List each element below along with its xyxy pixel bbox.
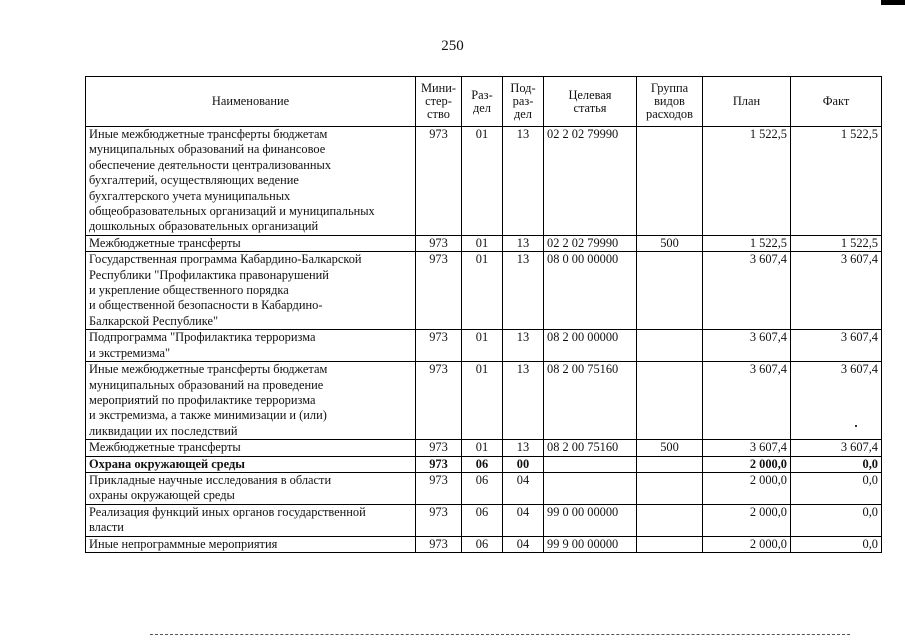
cell-name: Иные непрограммные мероприятия: [86, 536, 416, 552]
cell-target: 02 2 02 79990: [544, 235, 637, 251]
cell-plan: 3 607,4: [703, 330, 791, 362]
table-row: [86, 504, 882, 536]
cell-ministry: 973: [416, 127, 462, 236]
cell-section: 06: [462, 472, 503, 504]
cell-target: 02 2 02 79990: [544, 127, 637, 236]
cell-ministry: 973: [416, 472, 462, 504]
cell-group: [637, 362, 703, 440]
bottom-scan-rule: [150, 634, 850, 635]
cell-subsection: 04: [503, 472, 544, 504]
cell-fact: 1 522,5: [791, 235, 882, 251]
cell-group: [637, 456, 703, 472]
budget-table: [85, 76, 882, 553]
cell-subsection: 04: [503, 536, 544, 552]
cell-subsection: 00: [503, 456, 544, 472]
cell-ministry: 973: [416, 504, 462, 536]
cell-ministry: 973: [416, 456, 462, 472]
table-body: [86, 127, 882, 553]
cell-plan: 1 522,5: [703, 235, 791, 251]
cell-ministry: 973: [416, 536, 462, 552]
cell-target: 08 2 00 75160: [544, 440, 637, 456]
header-name: Наименование: [86, 77, 416, 127]
table-row: [86, 235, 882, 251]
cell-group: [637, 252, 703, 330]
cell-group: 500: [637, 440, 703, 456]
cell-subsection: 13: [503, 127, 544, 236]
cell-section: 01: [462, 362, 503, 440]
header-plan: План: [703, 77, 791, 127]
cell-name: Охрана окружающей среды: [86, 456, 416, 472]
cell-section: 01: [462, 252, 503, 330]
cell-name: Реализация функций иных органов государственной власти: [86, 504, 416, 536]
cell-name: Межбюджетные трансферты: [86, 440, 416, 456]
header-ministry: Мини- стер- ство: [416, 77, 462, 127]
cell-name: Государственная программа Кабардино-Балкарской Республики "Профилактика правонарушений и укрепление общественного порядка и общественной безопасности в Кабардино- Балкарской Республике": [86, 252, 416, 330]
cell-target: 99 0 00 00000: [544, 504, 637, 536]
cell-fact: 1 522,5: [791, 127, 882, 236]
cell-section: 01: [462, 127, 503, 236]
cell-group: [637, 504, 703, 536]
cell-name: Иные межбюджетные трансферты бюджетам муниципальных образований на финансовое обеспечение деятельности централизованных бухгалтерий, осуществляющих ведение бухгалтерского учета муниципальных общеобразовательных организаций и муниципальных дошкольных образовательных организаций: [86, 127, 416, 236]
cell-group: [637, 330, 703, 362]
cell-group: [637, 127, 703, 236]
cell-ministry: 973: [416, 252, 462, 330]
header-fact: Факт: [791, 77, 882, 127]
cell-name: Прикладные научные исследования в области охраны окружающей среды: [86, 472, 416, 504]
cell-subsection: 13: [503, 440, 544, 456]
table-row: [86, 456, 882, 472]
cell-group: 500: [637, 235, 703, 251]
table-row: [86, 440, 882, 456]
cell-fact: 0,0: [791, 456, 882, 472]
cell-target: [544, 456, 637, 472]
cell-fact: 0,0: [791, 472, 882, 504]
table-row: [86, 127, 882, 236]
cell-target: [544, 472, 637, 504]
cell-fact: 0,0: [791, 536, 882, 552]
cell-ministry: 973: [416, 330, 462, 362]
cell-subsection: 13: [503, 252, 544, 330]
cell-section: 01: [462, 330, 503, 362]
cell-section: 06: [462, 536, 503, 552]
cell-plan: 2 000,0: [703, 472, 791, 504]
cell-section: 06: [462, 456, 503, 472]
cell-plan: 3 607,4: [703, 440, 791, 456]
cell-group: [637, 536, 703, 552]
cell-target: 99 9 00 00000: [544, 536, 637, 552]
table-row: [86, 252, 882, 330]
cell-target: 08 2 00 75160: [544, 362, 637, 440]
cell-plan: 3 607,4: [703, 252, 791, 330]
table-row: [86, 472, 882, 504]
cell-section: 01: [462, 235, 503, 251]
cell-ministry: 973: [416, 440, 462, 456]
scan-speck: [855, 425, 857, 427]
cell-name: Межбюджетные трансферты: [86, 235, 416, 251]
table-row: [86, 362, 882, 440]
header-section: Раз- дел: [462, 77, 503, 127]
cell-section: 01: [462, 440, 503, 456]
cell-fact: 3 607,4: [791, 252, 882, 330]
header-group: Группа видов расходов: [637, 77, 703, 127]
cell-name: Иные межбюджетные трансферты бюджетам муниципальных образований на проведение мероприятий по профилактике терроризма и экстремизма, а также минимизации и (или) ликвидации их последствий: [86, 362, 416, 440]
cell-ministry: 973: [416, 235, 462, 251]
cell-section: 06: [462, 504, 503, 536]
cell-fact: 3 607,4: [791, 440, 882, 456]
cell-subsection: 13: [503, 235, 544, 251]
cell-fact: 0,0: [791, 504, 882, 536]
header-subsection: Под- раз- дел: [503, 77, 544, 127]
corner-scan-mark: [881, 0, 905, 5]
table-row: [86, 330, 882, 362]
cell-name: Подпрограмма "Профилактика терроризма и экстремизма": [86, 330, 416, 362]
cell-plan: 2 000,0: [703, 536, 791, 552]
table-header-row: [86, 77, 882, 127]
cell-plan: 2 000,0: [703, 504, 791, 536]
cell-target: 08 2 00 00000: [544, 330, 637, 362]
page-number: 250: [441, 38, 464, 54]
cell-subsection: 04: [503, 504, 544, 536]
cell-plan: 3 607,4: [703, 362, 791, 440]
cell-plan: 2 000,0: [703, 456, 791, 472]
cell-ministry: 973: [416, 362, 462, 440]
cell-fact: 3 607,4: [791, 330, 882, 362]
cell-subsection: 13: [503, 362, 544, 440]
cell-group: [637, 472, 703, 504]
cell-subsection: 13: [503, 330, 544, 362]
cell-fact: 3 607,4: [791, 362, 882, 440]
cell-plan: 1 522,5: [703, 127, 791, 236]
table-row: [86, 536, 882, 552]
header-target: Целевая статья: [544, 77, 637, 127]
cell-target: 08 0 00 00000: [544, 252, 637, 330]
